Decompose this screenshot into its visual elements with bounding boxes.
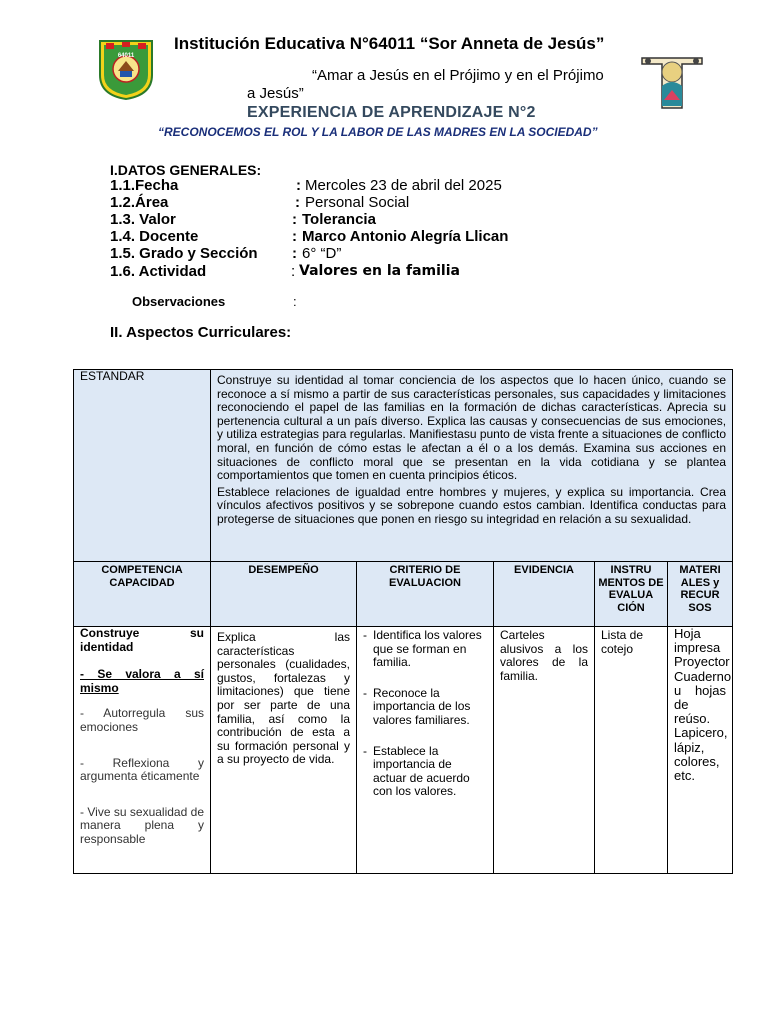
experience-title: EXPERIENCIA DE APRENDIZAJE N°2	[247, 104, 536, 121]
materiales-cell	[668, 627, 733, 874]
criterio-list	[363, 629, 487, 799]
capacidad-main: - Se valora a sí mismo	[80, 667, 204, 695]
estandar-row	[74, 370, 733, 562]
datos-label: 1.2.Área	[110, 194, 169, 211]
capacidad-item: - Autorregula sus emociones	[80, 706, 204, 734]
capacidad-item: - Reflexiona y argumenta éticamente	[80, 755, 204, 784]
congregation-emblem-logo	[638, 52, 706, 112]
evidencia-cell	[494, 627, 595, 874]
estandar-paragraph: Establece relaciones de igualdad entre hombres y mujeres, y explica su importancia. Crea vínculos afectivos positivos y se sobrepone cuando estos cambian. Identifica conductas para protegerse de situaciones que ponen en riesgo su integridad en relación a su sexualidad.	[217, 484, 727, 526]
datos-label: 1.4. Docente	[110, 228, 199, 245]
datos-colon: :	[292, 228, 297, 245]
desempeno-cell	[211, 627, 357, 874]
datos-label: 1.5. Grado y Sección	[110, 245, 258, 262]
instrumento-cell	[595, 627, 668, 874]
curricular-table	[73, 369, 733, 874]
datos-value: 6° “D”	[302, 245, 342, 262]
header-competencia: COMPETENCIA CAPACIDAD	[74, 562, 211, 627]
instrumento-text: Lista de cotejo	[601, 628, 644, 656]
header-criterio: CRITERIO DE EVALUACION	[357, 562, 494, 627]
datos-label: 1.6. Actividad	[110, 263, 207, 280]
school-crest-logo	[96, 37, 156, 101]
estandar-label: ESTANDAR	[80, 369, 145, 383]
datos-colon: :	[295, 194, 300, 211]
datos-generales-heading: I.DATOS GENERALES:	[110, 162, 262, 178]
observaciones-colon: :	[293, 294, 297, 309]
datos-value: Marco Antonio Alegría Llican	[302, 228, 509, 245]
datos-label: 1.1.Fecha	[110, 177, 179, 194]
experience-subtitle: “RECONOCEMOS EL ROL Y LA LABOR DE LAS MADRES EN LA SOCIEDAD”	[158, 125, 598, 139]
evidencia-text: Carteles alusivos a los valores de la familia.	[500, 628, 588, 683]
criterio-item: - Identifica los valores que se forman en familia.	[363, 629, 487, 670]
header-instrumentos: INSTRU MENTOS DE EVALUA CIÓN	[595, 562, 668, 627]
datos-value: Valores en la familia	[299, 263, 460, 279]
competencia-title: Construye su identidad	[80, 626, 204, 654]
estandar-text-cell	[211, 370, 733, 562]
criterio-item: - Establece la importancia de actuar de acuerdo con los valores.	[363, 745, 487, 799]
criterio-item: - Reconoce la importancia de los valores familiares.	[363, 687, 487, 728]
capacidad-item: - Vive su sexualidad de manera plena y responsable	[80, 804, 204, 846]
estandar-paragraph: Construye su identidad al tomar conciencia de los aspectos que lo hacen único, cuando se reconoce a sí mismo a partir de sus características personales, sus capacidades y limitaciones reconociendo el papel de las familias en la formación de dichas características. Aprecia su pertenencia cultural a un país diverso. Explica las causas y consecuencias de sus emociones, y utiliza estrategias para regularlas. Manifiestasu punto de vista frente a situaciones de conflicto moral, en función de cómo estas le afectan a él o a los demás. Examina sus acciones en situaciones de conflicto moral que se presentan en la vida cotidiana y se plantea comportamientos que tomen en cuenta principios éticos.	[217, 373, 727, 483]
header-row	[74, 562, 733, 627]
crest-number: 64011	[117, 53, 135, 59]
aspectos-curriculares-heading: II. Aspectos Curriculares:	[110, 324, 292, 341]
desempeno-text: Explica las características personales (cualidades, gustos, fortalezas y limitaciones) que tiene por ser parte de una familia, así como la contribución de esta a su formación personal y a su proyecto de vida.	[217, 630, 350, 767]
datos-colon: :	[296, 177, 301, 194]
header-materiales: MATERI ALES y RECUR SOS	[668, 562, 733, 627]
datos-label: 1.3. Valor	[110, 211, 176, 228]
content-row	[74, 627, 733, 874]
school-motto: “Amar a Jesús en el Prójimo y en el Prójimo a Jesús”	[247, 67, 604, 102]
datos-value: Tolerancia	[302, 211, 376, 228]
estandar-label-cell	[74, 370, 211, 562]
datos-colon: :	[291, 263, 296, 280]
observaciones-label: Observaciones	[132, 294, 226, 309]
datos-colon: :	[292, 211, 297, 228]
header-evidencia: EVIDENCIA	[494, 562, 595, 627]
datos-value: Mercoles 23 de abril del 2025	[305, 177, 502, 194]
materiales-text: Hoja impresa Proyector Cuaderno u hojas de reúso. Lapicero, lápiz, colores, etc.	[674, 626, 732, 784]
datos-colon: :	[292, 245, 297, 262]
datos-value: Personal Social	[305, 194, 410, 211]
competencia-cell	[74, 627, 211, 874]
header-desempeno: DESEMPEÑO	[211, 562, 357, 627]
criterio-cell	[357, 627, 494, 874]
school-name: Institución Educativa N°64011 “Sor Anneta de Jesús”	[174, 34, 605, 53]
